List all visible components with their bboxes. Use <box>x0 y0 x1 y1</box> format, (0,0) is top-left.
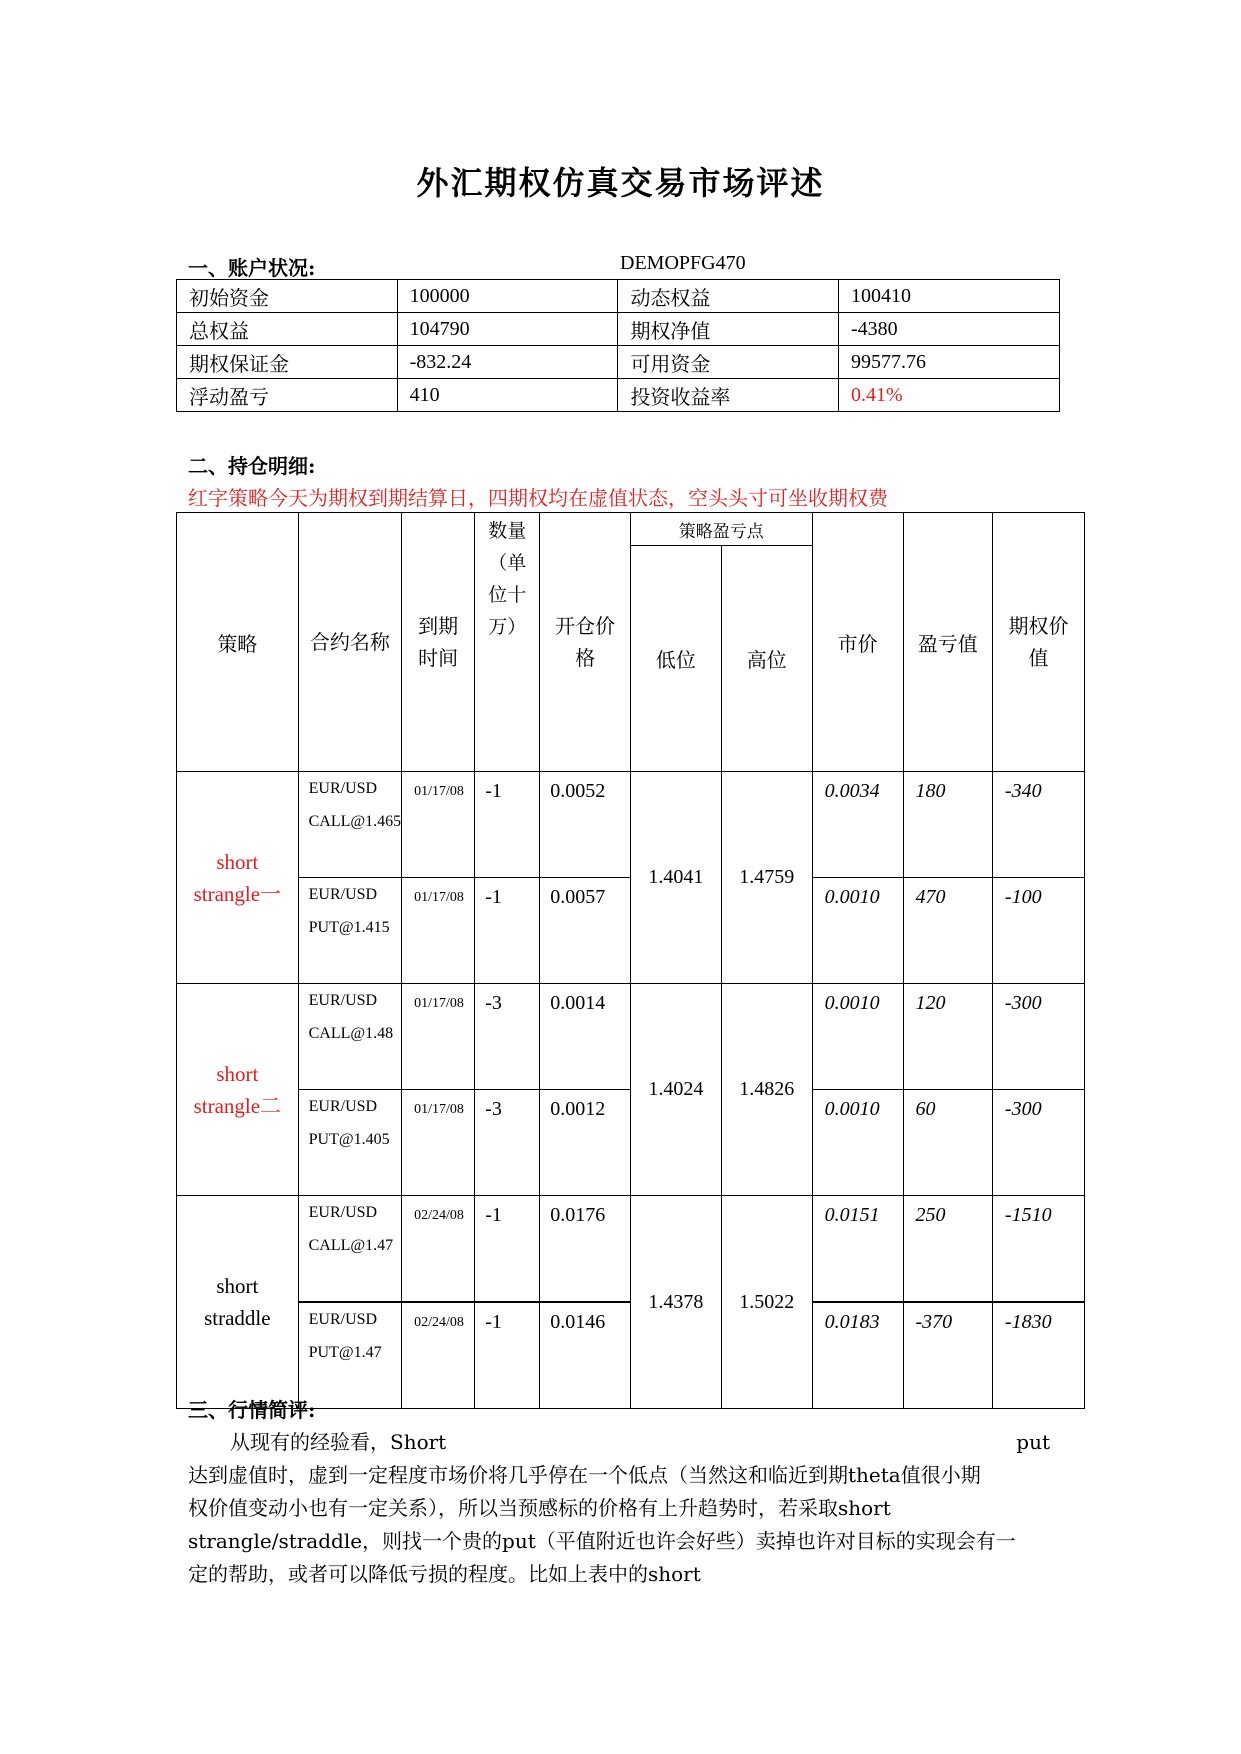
header-market-price: 市价 <box>812 513 903 772</box>
breakeven-high: 1.4759 <box>721 772 812 984</box>
positions-table <box>176 512 1085 1409</box>
review-text: put <box>1016 1430 1050 1454</box>
table-row <box>177 1196 1085 1303</box>
review-text: 权价值变动小也有一定关系），所以当预感标的价格有上升趋势时，若采取short <box>188 1496 891 1520</box>
option-value: -300 <box>992 1090 1084 1196</box>
breakeven-high: 1.4826 <box>721 984 812 1196</box>
value-available-funds: 99577.76 <box>839 346 1060 379</box>
option-value: -1830 <box>992 1302 1084 1409</box>
market-review <box>188 1426 1050 1591</box>
expiry-date: 01/17/08 <box>402 1090 475 1196</box>
header-breakeven: 策略盈亏点 <box>630 513 812 546</box>
header-quantity: 数量（单位十万） <box>475 513 540 772</box>
option-value: -1510 <box>992 1196 1084 1303</box>
open-price: 0.0146 <box>540 1302 631 1409</box>
quantity: -1 <box>475 772 540 878</box>
expiry-date: 01/17/08 <box>402 984 475 1090</box>
label-floating-pnl: 浮动盈亏 <box>177 379 398 412</box>
review-text: 定的帮助，或者可以降低亏损的程度。比如上表中的short <box>188 1562 701 1586</box>
expiry-date: 01/17/08 <box>402 772 475 878</box>
review-text: 从现有的经验看，Short <box>230 1430 447 1454</box>
quantity: -3 <box>475 984 540 1090</box>
pnl-value: 60 <box>903 1090 992 1196</box>
header-option-value: 期权价值 <box>992 513 1084 772</box>
header-open-price: 开仓价格 <box>540 513 631 772</box>
pnl-value: 120 <box>903 984 992 1090</box>
expiry-date: 02/24/08 <box>402 1302 475 1409</box>
contract-name: EUR/USD CALL@1.48 <box>298 984 402 1090</box>
open-price: 0.0057 <box>540 878 631 984</box>
review-first-line <box>188 1426 1050 1459</box>
page-title: 外汇期权仿真交易市场评述 <box>416 164 825 202</box>
pnl-value: 470 <box>903 878 992 984</box>
pnl-value: 250 <box>903 1196 992 1303</box>
header-expiry: 到期时间 <box>402 513 475 772</box>
account-row <box>177 313 1060 346</box>
contract-name: EUR/USD CALL@1.47 <box>298 1196 402 1303</box>
value-return-rate: 0.41% <box>839 379 1060 412</box>
section3-heading: 三、行情简评: <box>188 1398 316 1422</box>
account-row <box>177 379 1060 412</box>
value-option-margin: -832.24 <box>397 346 618 379</box>
strategy-name: short strangle二 <box>177 984 299 1196</box>
open-price: 0.0014 <box>540 984 631 1090</box>
breakeven-low: 1.4024 <box>630 984 721 1196</box>
review-text: 达到虚值时，虚到一定程度市场价将几乎停在一个低点（当然这和临近到期theta值很小期 <box>188 1463 981 1487</box>
market-price: 0.0183 <box>812 1302 903 1409</box>
value-dynamic-equity: 100410 <box>839 280 1060 313</box>
value-option-net-value: -4380 <box>839 313 1060 346</box>
option-value: -340 <box>992 772 1084 878</box>
quantity: -1 <box>475 878 540 984</box>
section1-heading: 一、账户状况: <box>188 256 316 280</box>
label-dynamic-equity: 动态权益 <box>618 280 839 313</box>
strategy-name: short straddle <box>177 1196 299 1409</box>
value-total-equity: 104790 <box>397 313 618 346</box>
label-available-funds: 可用资金 <box>618 346 839 379</box>
market-price: 0.0151 <box>812 1196 903 1303</box>
breakeven-low: 1.4041 <box>630 772 721 984</box>
contract-name: EUR/USD PUT@1.405 <box>298 1090 402 1196</box>
contract-name: EUR/USD PUT@1.415 <box>298 878 402 984</box>
market-price: 0.0010 <box>812 1090 903 1196</box>
header-contract: 合约名称 <box>298 513 402 772</box>
expiry-date: 02/24/08 <box>402 1196 475 1303</box>
header-strategy: 策略 <box>177 513 299 772</box>
open-price: 0.0052 <box>540 772 631 878</box>
expiry-date: 01/17/08 <box>402 878 475 984</box>
red-note: 红字策略今天为期权到期结算日，四期权均在虚值状态，空头头寸可坐收期权费 <box>188 486 888 510</box>
account-row <box>177 280 1060 313</box>
account-row <box>177 346 1060 379</box>
table-header-row <box>177 513 1085 546</box>
breakeven-low: 1.4378 <box>630 1196 721 1409</box>
label-return-rate: 投资收益率 <box>618 379 839 412</box>
label-initial-funds: 初始资金 <box>177 280 398 313</box>
label-option-net-value: 期权净值 <box>618 313 839 346</box>
open-price: 0.0176 <box>540 1196 631 1303</box>
table-row <box>177 772 1085 878</box>
table-row <box>177 984 1085 1090</box>
quantity: -1 <box>475 1196 540 1303</box>
contract-name: EUR/USD PUT@1.47 <box>298 1302 402 1409</box>
label-total-equity: 总权益 <box>177 313 398 346</box>
value-floating-pnl: 410 <box>397 379 618 412</box>
header-high: 高位 <box>721 546 812 772</box>
strategy-name: short strangle一 <box>177 772 299 984</box>
label-option-margin: 期权保证金 <box>177 346 398 379</box>
market-price: 0.0034 <box>812 772 903 878</box>
open-price: 0.0012 <box>540 1090 631 1196</box>
quantity: -1 <box>475 1302 540 1409</box>
market-price: 0.0010 <box>812 878 903 984</box>
account-code: DEMOPFG470 <box>620 252 746 274</box>
header-pnl: 盈亏值 <box>903 513 992 772</box>
value-initial-funds: 100000 <box>397 280 618 313</box>
option-value: -100 <box>992 878 1084 984</box>
quantity: -3 <box>475 1090 540 1196</box>
breakeven-high: 1.5022 <box>721 1196 812 1409</box>
pnl-value: -370 <box>903 1302 992 1409</box>
contract-name: EUR/USD CALL@1.465 <box>298 772 402 878</box>
header-low: 低位 <box>630 546 721 772</box>
section2-heading: 二、持仓明细: <box>188 454 316 478</box>
account-table <box>176 279 1060 412</box>
market-price: 0.0010 <box>812 984 903 1090</box>
review-text: strangle/straddle，则找一个贵的put（平值附近也许会好些）卖掉也许对目标的实现会有一 <box>188 1529 1016 1553</box>
option-value: -300 <box>992 984 1084 1090</box>
pnl-value: 180 <box>903 772 992 878</box>
